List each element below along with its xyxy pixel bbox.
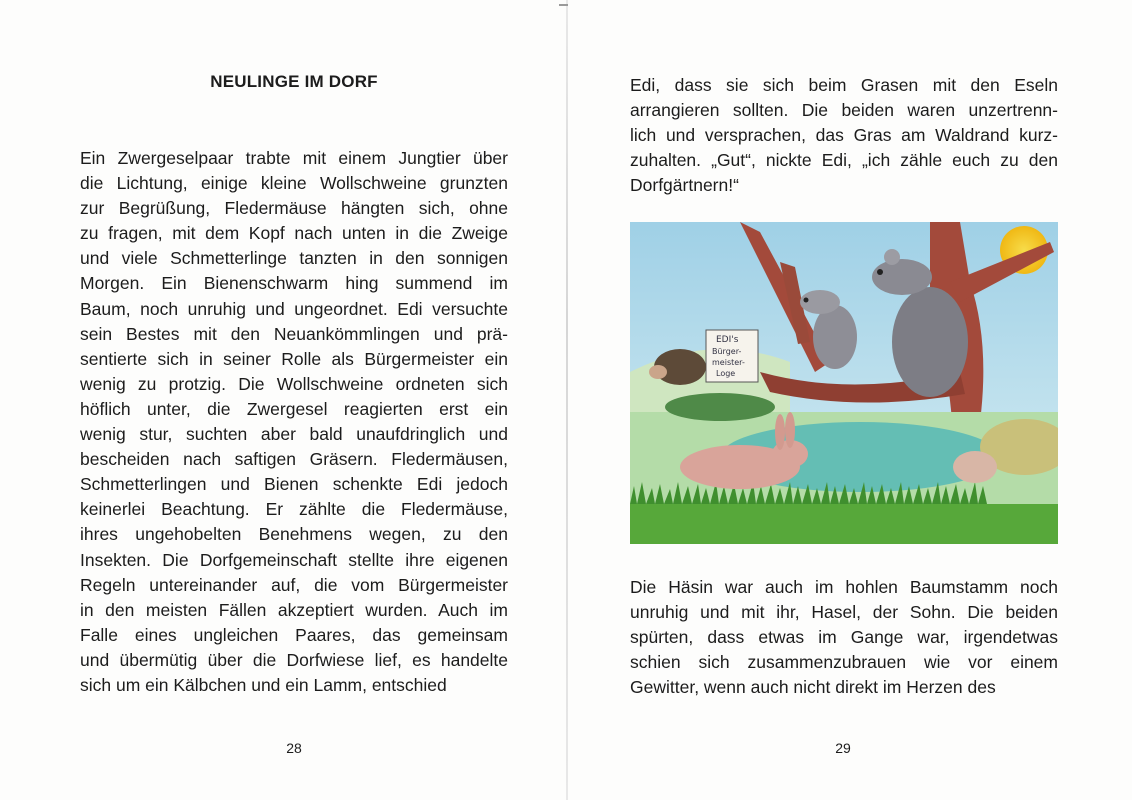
page-number-left: 28 [286, 740, 302, 756]
sign-text: Bürger- [712, 347, 742, 356]
left-text-line: sich um ein Kälbchen und ein Lamm, entschied [80, 674, 447, 695]
right-bottom-text-line: Die Häsin war auch im hohlen Baumstamm noch [630, 577, 1058, 597]
story-illustration [630, 222, 1058, 544]
left-text-line: und übermütig über die Dorfwiese lief, es handelte [80, 649, 508, 670]
right-bottom-text-line: Gewitter, wenn auch nicht direkt im Herzen des [630, 677, 996, 698]
left-text-line: in den meisten Fällen akzeptiert wurden. Auch im [80, 599, 508, 620]
right-page-body-top [630, 73, 1058, 198]
right-top-text-line: lich und versprachen, das Gras am Waldrand kurz- [630, 125, 1058, 146]
sign-text: EDI's [716, 335, 739, 345]
right-top-text-line: Dorfgärtnern!“ [630, 175, 739, 196]
page-number-right: 29 [835, 740, 851, 756]
left-text-line: Falle eines ungleichen Paares, das gemeinsam [80, 624, 508, 645]
left-text-line: zu fragen, mit dem Kopf nach unten in die Zweige [80, 223, 508, 244]
left-text-line: Baum, noch unruhig und ungeordnet. Edi versuchte [80, 298, 508, 319]
left-text-line: Regeln untereinander auf, die vom Bürgermeister [80, 574, 508, 595]
sign-text: Loge [716, 369, 736, 378]
left-text-line: höflich unter, die Zwergesel reagierten erst ein [80, 398, 508, 419]
left-text-line: wenig stur, suchten aber bald unaufdringlich und [80, 424, 508, 445]
left-text-line: keinerlei Beachtung. Er zählte die Fledermäuse, [80, 499, 508, 520]
chapter-title: NEULINGE IM DORF [210, 72, 378, 91]
left-text-line: ihres ungehobelten Benehmens wegen, zu den [80, 524, 508, 545]
left-text-line: und viele Schmetterlinge tanzten in den sonnigen [80, 248, 508, 269]
left-text-line: Morgen. Ein Bienenschwarm hing summend im [80, 273, 508, 294]
left-text-line: Ein Zwergeselpaar trabte mit einem Jungtier über [80, 148, 508, 168]
left-page-body [80, 146, 508, 698]
left-text-line: Insekten. Die Dorfgemeinschaft stellte ihre eigenen [80, 549, 508, 570]
leaf-pile [665, 393, 775, 421]
left-text-line: sein Bestes mit den Neuankömmlingen und prä- [80, 323, 508, 344]
left-text-line: sentierte sich in seiner Rolle als Bürgermeister ein [80, 348, 508, 369]
sign-text: meister- [712, 358, 745, 367]
right-bottom-text-line: schien sich zusammenzubrauen wie vor einem [630, 652, 1058, 673]
right-bottom-text-line: spürten, dass etwas im Gange war, irgendetwas [630, 627, 1058, 648]
left-text-line: die Lichtung, einige kleine Wollschweine grunzten [80, 173, 508, 194]
grass-strip [630, 504, 1058, 544]
big-opossum [892, 287, 968, 397]
left-text-line: bescheiden nach saftigen Gräsern. Fledermäusen, [80, 449, 508, 470]
right-top-text-line: Edi, dass sie sich beim Grasen mit den Eseln [630, 75, 1058, 95]
left-text-line: zur Begrüßung, Fledermäuse hängten sich, ohne [80, 198, 508, 219]
left-text-line: wenig zu protzig. Die Wollschweine ordneten sich [80, 373, 508, 394]
right-page-body-bottom [630, 575, 1058, 700]
right-top-text-line: arrangieren sollten. Die beiden waren unzertrenn- [630, 100, 1058, 121]
right-top-text-line: zuhalten. „Gut“, nickte Edi, „ich zähle euch zu den [630, 150, 1058, 171]
right-bottom-text-line: unruhig und mit ihr, Hasel, der Sohn. Die beiden [630, 602, 1058, 623]
small-opossum [813, 305, 857, 369]
left-text-line: Schmetterlingen und Bienen schenkte Edi jedoch [80, 474, 508, 495]
